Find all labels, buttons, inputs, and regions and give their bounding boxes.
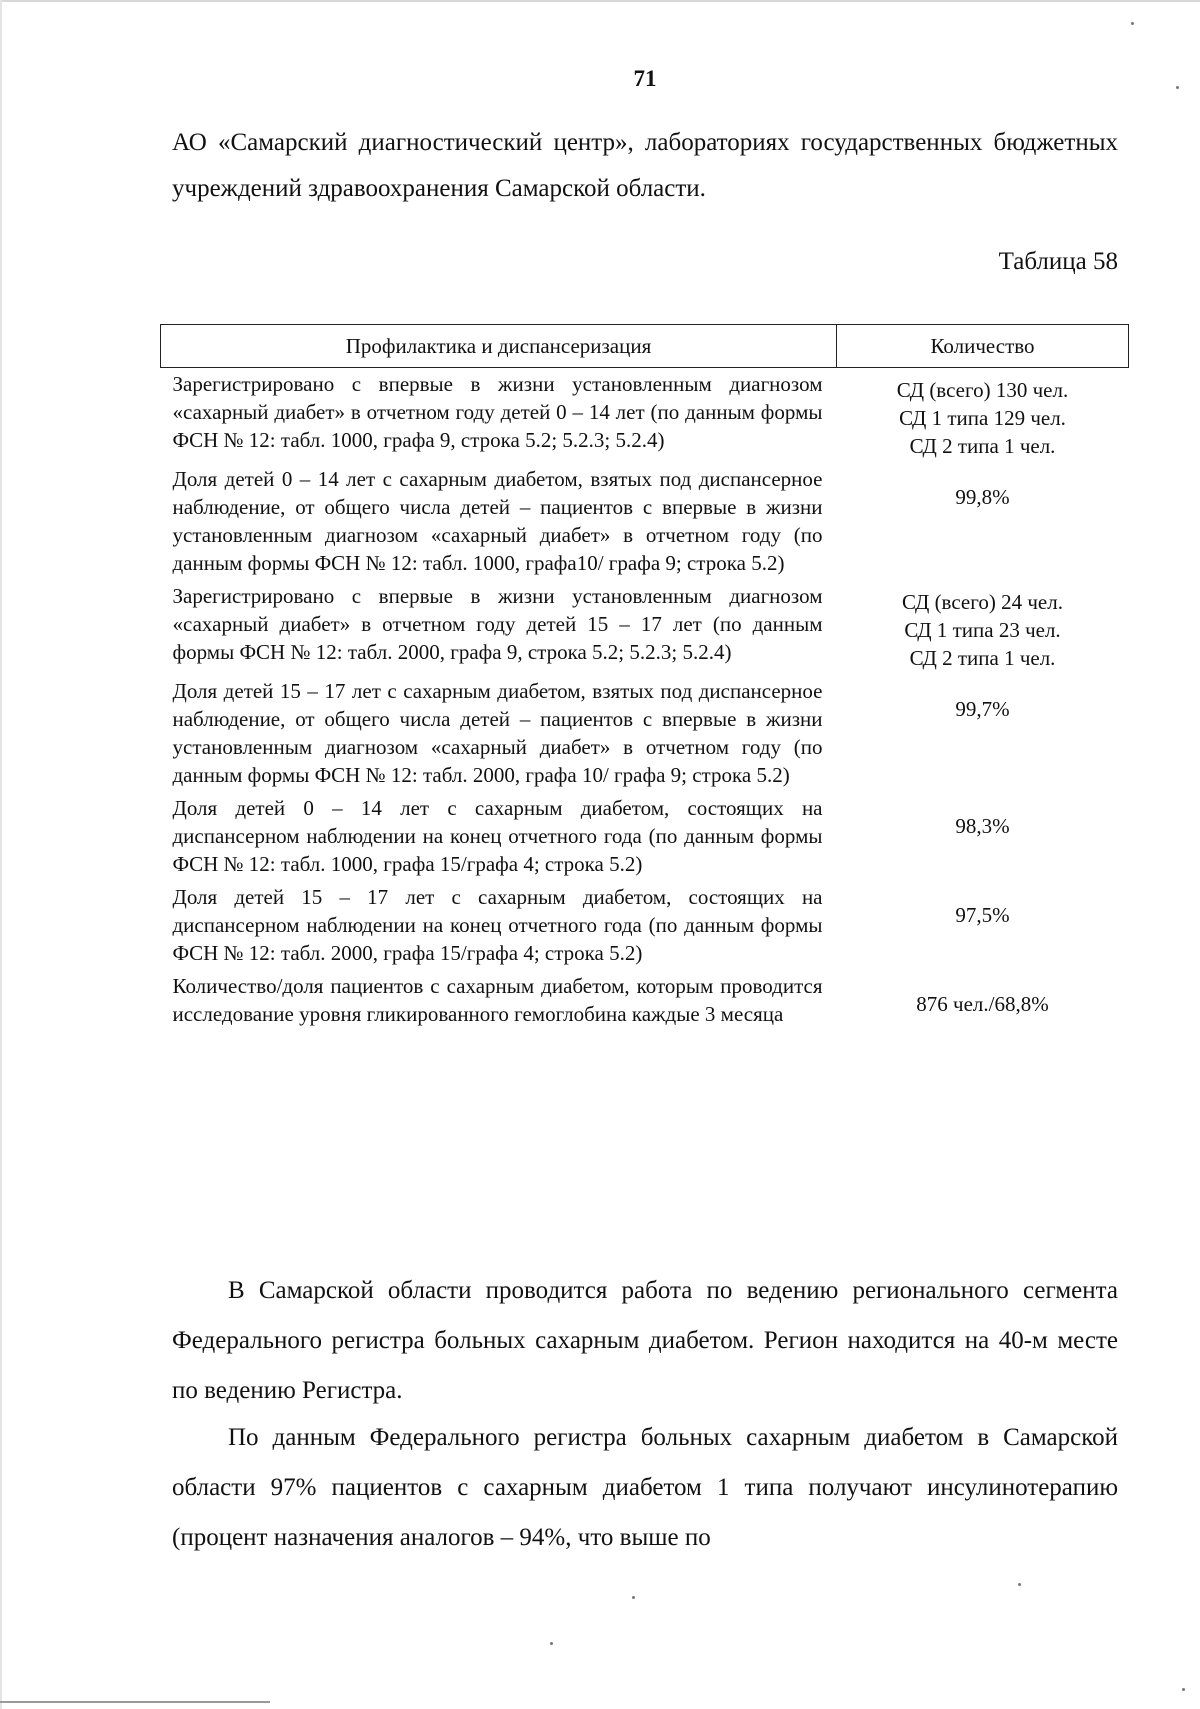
header-prevention: Профилактика и диспансеризация: [161, 325, 837, 368]
intro-paragraph: АО «Самарский диагностический центр», лабораториях государственных бюджетных учреждений здравоохранения Самарской области.: [172, 129, 1118, 202]
quantity-line: 876 чел./68,8%: [916, 992, 1049, 1016]
quantity-line: 98,3%: [955, 814, 1010, 838]
table-caption: Таблица 58: [998, 248, 1118, 275]
row-quantity: [837, 881, 1129, 970]
scan-speck: [550, 1642, 553, 1645]
row-description: Зарегистрировано с впервые в жизни установленным диагнозом «сахарный диабет» в отчетном году детей 0 – 14 лет (по данным формы ФСН № 12: табл. 1000, графа 9, строка 5.2; 5.2.3; 5.2.4): [172, 372, 823, 452]
scan-speck: [632, 1596, 635, 1599]
scan-edge-left: [0, 0, 2, 1709]
page-number: 71: [633, 66, 657, 91]
scan-speck: [1182, 1688, 1185, 1691]
row-description: Доля детей 0 – 14 лет с сахарным диабетом, взятых под диспансерное наблюдение, от общего числа детей – пациентов с впервые в жизни установленным диагнозом «сахарный диабет» в отчетном году (по данным формы ФСН № 12: табл. 1000, графа10/ графа 9; строка 5.2): [172, 467, 823, 575]
table-row: [161, 580, 1129, 675]
table-row: [161, 368, 1129, 464]
scan-edge-bottom: [0, 1701, 270, 1703]
quantity-line: 99,8%: [955, 485, 1010, 509]
row-description: Доля детей 15 – 17 лет с сахарным диабетом, взятых под диспансерное наблюдение, от общего числа детей – пациентов с впервые в жизни установленным диагнозом «сахарный диабет» в отчетном году (по данным формы ФСН № 12: табл. 2000, графа 10/ графа 9; строка 5.2): [172, 679, 823, 787]
row-quantity: [837, 368, 1129, 464]
scan-speck: [1176, 86, 1179, 89]
quantity-line: СД 1 типа 23 чел.: [904, 618, 1061, 642]
row-quantity: [837, 675, 1129, 792]
quantity-line: СД (всего) 24 чел.: [902, 590, 1063, 614]
scan-edge-top: [0, 0, 1200, 2]
quantity-line: СД 2 типа 1 чел.: [909, 434, 1056, 458]
row-quantity: [837, 463, 1129, 580]
body-paragraph: По данным Федерального регистра больных сахарным диабетом в Самарской области 97% пациентов с сахарным диабетом 1 типа получают инсулинотерапию (процент назначения аналогов – 94%, что выше по: [172, 1424, 1118, 1551]
scan-speck: [1018, 1583, 1021, 1586]
quantity-line: СД 2 типа 1 чел.: [909, 646, 1056, 670]
row-description: Доля детей 15 – 17 лет с сахарным диабетом, состоящих на диспансерном наблюдении на конец отчетного года (по данным формы ФСН № 12: табл. 2000, графа 15/графа 4; строка 5.2): [172, 885, 823, 965]
table-row: [161, 792, 1129, 881]
row-description: Количество/доля пациентов с сахарным диабетом, которым проводится исследование уровня гликированного гемоглобина каждые 3 месяца: [172, 974, 823, 1026]
scan-speck: [1131, 22, 1134, 25]
quantity-line: 97,5%: [955, 903, 1010, 927]
table-row: [161, 970, 1129, 1031]
quantity-line: СД 1 типа 129 чел.: [899, 406, 1066, 430]
row-description: Зарегистрировано с впервые в жизни установленным диагнозом «сахарный диабет» в отчетном году детей 15 – 17 лет (по данным формы ФСН № 12: табл. 2000, графа 9, строка 5.2; 5.2.3; 5.2.4): [172, 584, 823, 664]
row-quantity: [837, 792, 1129, 881]
table-header-row: [161, 325, 1129, 368]
table-row: [161, 675, 1129, 792]
data-table: [160, 324, 1129, 1031]
table-row: [161, 463, 1129, 580]
table-row: [161, 881, 1129, 970]
quantity-line: 99,7%: [955, 697, 1010, 721]
header-quantity: Количество: [837, 325, 1129, 368]
row-quantity: [837, 970, 1129, 1031]
quantity-line: СД (всего) 130 чел.: [896, 378, 1069, 402]
body-paragraph: В Самарской области проводится работа по ведению регионального сегмента Федерального регистра больных сахарным диабетом. Регион находится на 40-м месте по ведению Регистра.: [172, 1277, 1118, 1404]
row-description: Доля детей 0 – 14 лет с сахарным диабетом, состоящих на диспансерном наблюдении на конец отчетного года (по данным формы ФСН № 12: табл. 1000, графа 15/графа 4; строка 5.2): [172, 796, 823, 876]
row-quantity: [837, 580, 1129, 675]
